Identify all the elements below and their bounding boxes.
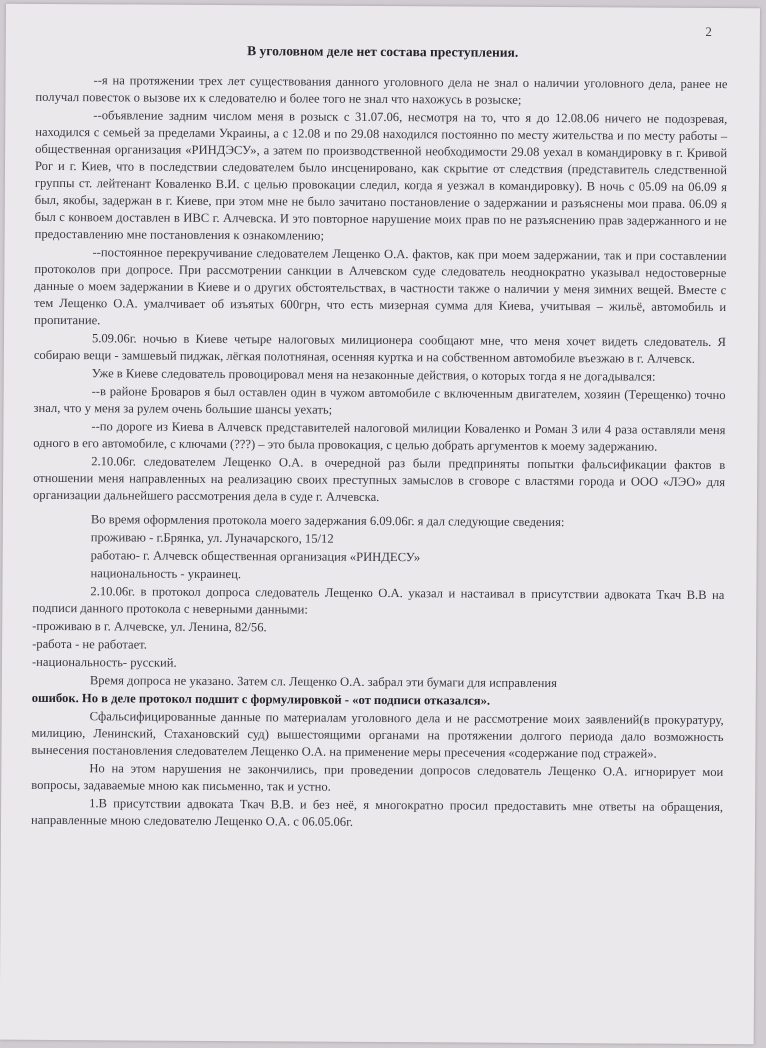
paragraph: --я на протяжении трех лет существования данного уголовного дела не знал о наличии уголовного дела, ранее не получал повесток о вызове их к следователю и более того не знал что нахожусь в розыске; — [35, 73, 728, 107]
paragraph: работаю- г. Алчевск общественная организация «РИНДЕСУ» — [90, 548, 421, 565]
paragraph: национальность - украинец. — [90, 566, 242, 582]
paragraph: 5.09.06г. ночью в Киеве четыре налоговых милиционера сообщают мне, что меня хочет видеть следователь. Я собираю вещи - замшевый пиджак, лёгкая полотняная, осенняя куртка и на собственном автомобиле въезжаю в г. Алчевск. — [33, 331, 726, 366]
paragraph: проживаю - г.Брянка, ул. Луначарского, 15/12 — [90, 530, 334, 546]
document-body — [31, 72, 728, 834]
paragraph: --постоянное перекручивание следователем Лещенко О.А. фактов, как при моем задержании, так и при составлении протоколов при допросе. При рассмотрении санкции в Алчевском суде следователь неоднократно указывал недостоверные данные о моем задержании в Киеве и о других обстоятельствах, в частности также о наличии у меня зимних вещей. Вместе с тем Лещенко О.А. умалчивает об изъятых 600грн, что есть мизерная сумма для Киева, учитывая – жильё, автомобиль и пропитание. — [34, 245, 727, 328]
paragraph: --по дороге из Киева в Алчевск представителей налоговой милиции Коваленко и Роман 3 или 4 раза оставляли меня одного в его автомобиле, с ключами (???) – это была провокация, с целью добрать аргументов к моему задержанию. — [33, 419, 726, 454]
page-number: 2 — [705, 23, 712, 40]
paragraph: Уже в Киеве следователь провоцировал меня на незаконные действия, о которых тогда я не догадывался: — [91, 366, 656, 384]
paragraph: Время допроса не указано. Затем сл. Лещенко О.А. забрал эти бумаги для исправления — [89, 673, 558, 691]
document-page — [0, 4, 760, 1045]
bold-text: ошибок. Но в деле протокол подшит с формулировкой - «от подписи отказался». — [31, 690, 491, 708]
paragraph: 2.10.06г. следователем Лещенко О.А. в очередной раз были предприняты попытки фальсификации фактов в отношении меня направленных на реализацию своих преступных замыслов в сговоре с властями города и ООО «ЛЭО» для организации дальнейшего рассмотрения дела в суде г. Алчевска. — [32, 454, 726, 504]
paragraph: Но на этом нарушения не закончились, при проведении допросов следователь Лещенко О.А. игнорирует мои вопросы, задаваемые мною как письменно, так и устно. — [31, 761, 724, 794]
paragraph: Сфальсифицированные данные по материалам уголовного дела и не рассмотрение моих заявлений(в прокуратуру, милицию, Ленинский, Стахановский суд) вышестоящими органами на протяжении долгого периода дало возможность вынесения постановления следователем Лещенко О.А. на применение меры пресечения «содержание под стражей». — [31, 709, 724, 761]
paragraph: -проживаю в г. Алчевске, ул. Ленина, 82/56. — [32, 618, 267, 635]
paragraph: --в районе Броваров я был оставлен один в чужом автомобиле с включенным двигателем, хозяин (Терещенко) точно знал, что у меня за рулем очень большие шансы уехать; — [33, 384, 726, 417]
paragraph: --объявление задним числом меня в розыск с 31.07.06, несмотря на то, что я до 12.08.06 ничего не подозревая, находился с семьей за пределами Украины, а с 12.08 и по 29.08 находился постоянно по месту жительства и по месту работы – общественная организация «РИНДЭСУ», а затем по производственной необходимости 29.08 уехал в командировку в г. Кривой Рог и г. Киев, что в последствии следователем было инсценировано, как скрытие от следствия (представитель следственной группы ст. лейтенант Коваленко В.И. с целью провокации следил, когда я уезжал в командировку). В ночь с 05.09 на 06.09 я был, якобы, задержан в г. Киеве, при этом мне не было зачитано постановление о задержании и разъяснены мои права. 06.09 я был с конвоем доставлен в ИВС г. Алчевска. И это повторное нарушение моих прав по не разъяснению прав задержанного и не предоставлению мне постановления к ознакомлению; — [34, 108, 728, 243]
paragraph: 2.10.06г. в протокол допроса следователь Лещенко О.А. указал и настаивал в присутствии адвоката Ткач В.В на подписи данного протокола с неверными данными: — [32, 584, 725, 617]
document-title: В уголовном деле нет состава преступления. — [247, 43, 519, 60]
paragraph: -национальность- русский. — [31, 654, 177, 670]
paragraph: 1.В присутствии адвоката Ткач В.В. и без неё, я многократно просил предоставить мне ответы на обращения, направленные мною следователю Лещенко О.А. с 06.05.06г. — [30, 796, 724, 829]
paragraph: Во время оформления протокола моего задержания 6.09.06г. я дал следующие сведения: — [90, 512, 565, 530]
paragraph: -работа - не работает. — [32, 636, 147, 652]
